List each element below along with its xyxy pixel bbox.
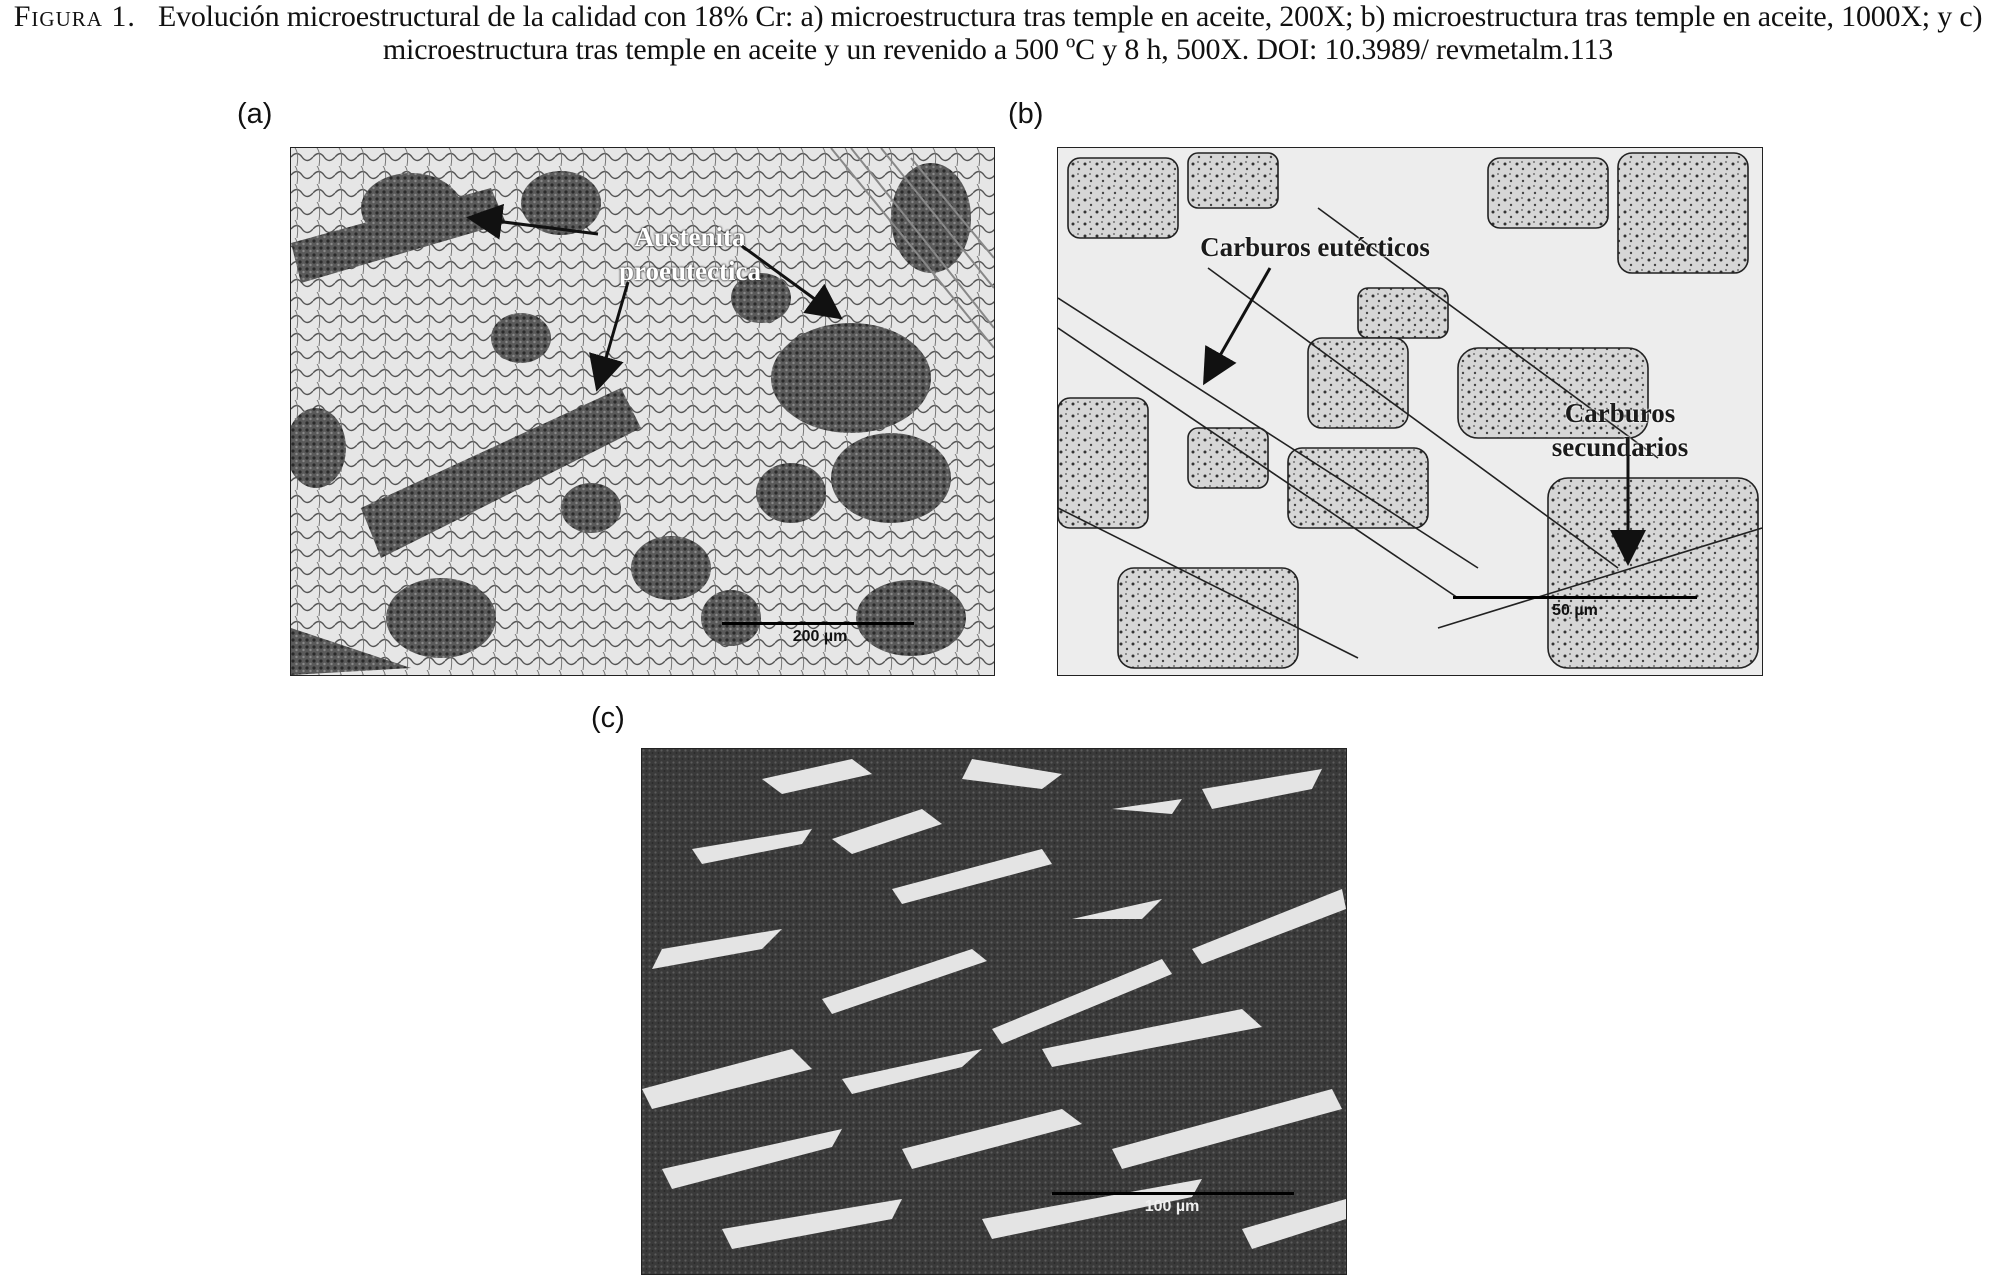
- annotation-austenita-line2: proeutectica: [619, 256, 761, 286]
- annotation-carburos-secundarios-line2: secundarios: [1551, 432, 1689, 462]
- annotation-carburos-eutecticos: Carburos eutécticos: [1200, 232, 1430, 262]
- scale-bar-b: [1453, 596, 1697, 599]
- scale-label-a: 200 µm: [792, 628, 848, 645]
- scale-bar-a: [722, 622, 914, 625]
- figure-caption: [0, 0, 1996, 66]
- annotation-austenita: [590, 220, 790, 288]
- figure-caption-text: Evolución microestructural de la calidad con 18% Cr: a) microestructura tras temple en aceite, 200X; b) microestructura tras temple en aceite, 1000X; y c) microestructura tras temple en aceite y un revenido a 500 ºC y 8 h, 500X. DOI: 10.3989/ revmetalm.113: [157, 0, 1983, 66]
- scale-bar-c: [1052, 1192, 1294, 1195]
- micrograph-c: [641, 748, 1347, 1275]
- scale-label-c: 100 µm: [1144, 1198, 1200, 1215]
- scale-label-b: 50 µm: [1552, 602, 1598, 619]
- annotation-carburos-secundarios: [1540, 396, 1700, 464]
- panel-c-label: (c): [591, 702, 625, 734]
- annotation-carburos-secundarios-line1: Carburos: [1564, 398, 1676, 428]
- figure-label: Figura 1.: [13, 0, 136, 33]
- panel-a-label: (a): [237, 98, 273, 130]
- panel-b-label: (b): [1008, 98, 1044, 130]
- annotation-austenita-line1: Austenita: [634, 222, 746, 252]
- micrograph-c-texture: [642, 749, 1346, 1274]
